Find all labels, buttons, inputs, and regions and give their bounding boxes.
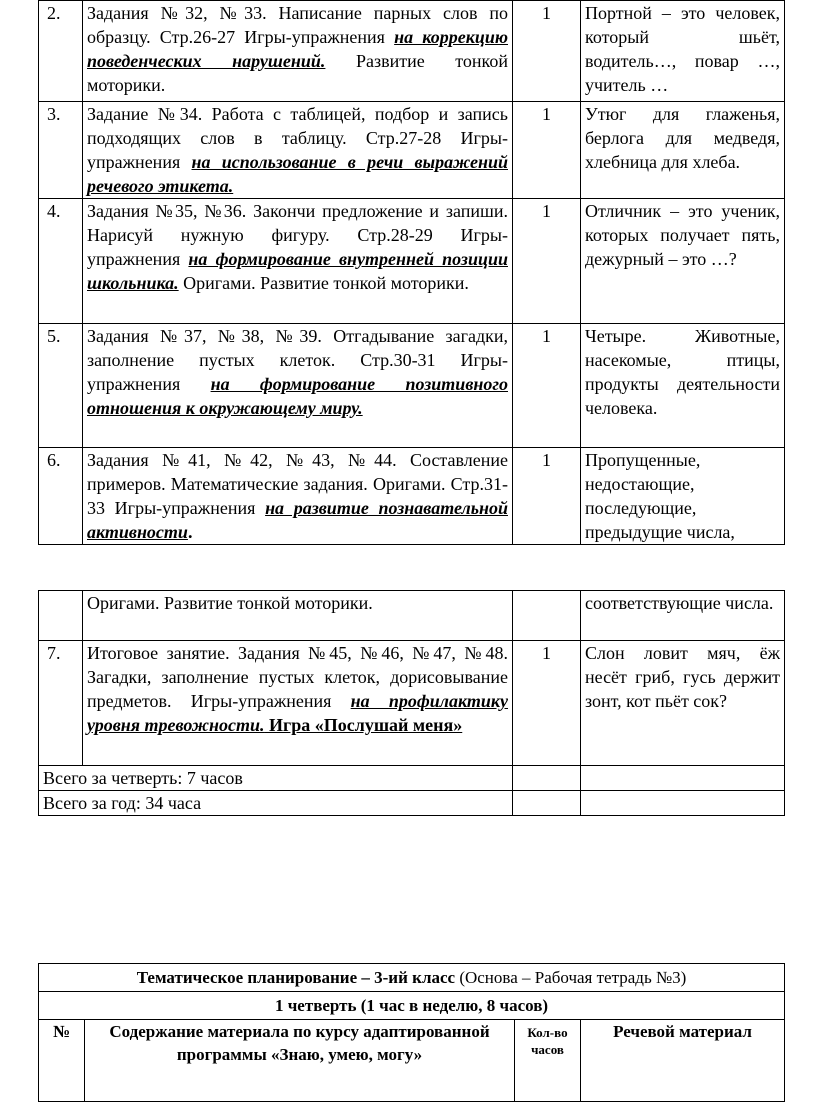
quarter-row xyxy=(39,992,785,1020)
col-header-speech: Речевой материал xyxy=(581,1020,785,1102)
planning-header-table xyxy=(38,963,785,1102)
row-number: 2. xyxy=(39,1,83,102)
row-hours: 1 xyxy=(513,641,581,766)
row-content: Задание №34. Работа с таблицей, подбор и запись подходящих слов в таблицу. Стр.27-28 Игры-упражнения на использование в речи выражений речевого этикета. xyxy=(83,102,513,199)
row-speech: Слон ловит мяч, ёж несёт гриб, гусь держит зонт, кот пьёт сок? xyxy=(581,641,785,766)
row-speech: Портной – это человек, который шьёт, водитель…, повар …, учитель … xyxy=(581,1,785,102)
table-row xyxy=(39,324,785,448)
total-quarter: Всего за четверть: 7 часов xyxy=(39,766,513,791)
row-hours: 1 xyxy=(513,324,581,448)
row-content: Задания №41, №42, №43, №44. Составление примеров. Математические задания. Оригами. Стр.31-33 Игры-упражнения на развитие познавательной активности. xyxy=(83,448,513,545)
col-header-number: № xyxy=(39,1020,85,1102)
row-number: 5. xyxy=(39,324,83,448)
table-row xyxy=(39,448,785,545)
table-row xyxy=(39,102,785,199)
row-number: 6. xyxy=(39,448,83,545)
row-number: 7. xyxy=(39,641,83,766)
col-header-content: Содержание материала по курсу адаптированной программы «Знаю, умею, могу» xyxy=(85,1020,515,1102)
planning-title: Тематическое планирование – 3-ий класс (Основа – Рабочая тетрадь №3) xyxy=(39,964,785,992)
lesson-plan-table-continued xyxy=(38,590,785,816)
row-content: Итоговое занятие. Задания №45, №46, №47, №48. Загадки, заполнение пустых клеток, дорисовывание предметов. Игры-упражнения на профилактику уровня тревожности. Игра «Послушай меня» xyxy=(83,641,513,766)
lesson-plan-table-top xyxy=(38,0,785,545)
row-content: Задания №35, №36. Закончи предложение и запиши. Нарисуй нужную фигуру. Стр.28-29 Игры-упражнения на формирование внутренней позиции школьника. Оригами. Развитие тонкой моторики. xyxy=(83,199,513,324)
quarter-heading: 1 четверть (1 час в неделю, 8 часов) xyxy=(39,992,785,1020)
row-hours: 1 xyxy=(513,199,581,324)
table-row xyxy=(39,1,785,102)
table-row xyxy=(39,591,785,641)
table-row xyxy=(39,199,785,324)
total-year: Всего за год: 34 часа xyxy=(39,791,513,816)
title-row xyxy=(39,964,785,992)
header-row xyxy=(39,1020,785,1102)
row-content: Задания №37, №38, №39. Отгадывание загадки, заполнение пустых клеток. Стр.30-31 Игры-упражнения на формирование позитивного отношения к окружающему миру. xyxy=(83,324,513,448)
row-speech: соответствующие числа. xyxy=(581,591,785,641)
row-number: 3. xyxy=(39,102,83,199)
row-hours: 1 xyxy=(513,448,581,545)
row-content: Оригами. Развитие тонкой моторики. xyxy=(83,591,513,641)
row-content: Задания №32, №33. Написание парных слов по образцу. Стр.26-27 Игры-упражнения на коррекцию поведенческих нарушений. Развитие тонкой моторики. xyxy=(83,1,513,102)
table-row xyxy=(39,641,785,766)
total-year-row xyxy=(39,791,785,816)
row-speech: Утюг для глаженья, берлога для медведя, хлебница для хлеба. xyxy=(581,102,785,199)
total-quarter-row xyxy=(39,766,785,791)
col-header-hours: Кол-во часов xyxy=(515,1020,581,1102)
row-hours: 1 xyxy=(513,102,581,199)
row-speech: Отличник – это ученик, которых получает пять, дежурный – это …? xyxy=(581,199,785,324)
row-hours: 1 xyxy=(513,1,581,102)
row-speech: Пропущенные, недостающие, последующие, предыдущие числа, xyxy=(581,448,785,545)
row-speech: Четыре. Животные, насекомые, птицы, продукты деятельности человека. xyxy=(581,324,785,448)
row-number: 4. xyxy=(39,199,83,324)
